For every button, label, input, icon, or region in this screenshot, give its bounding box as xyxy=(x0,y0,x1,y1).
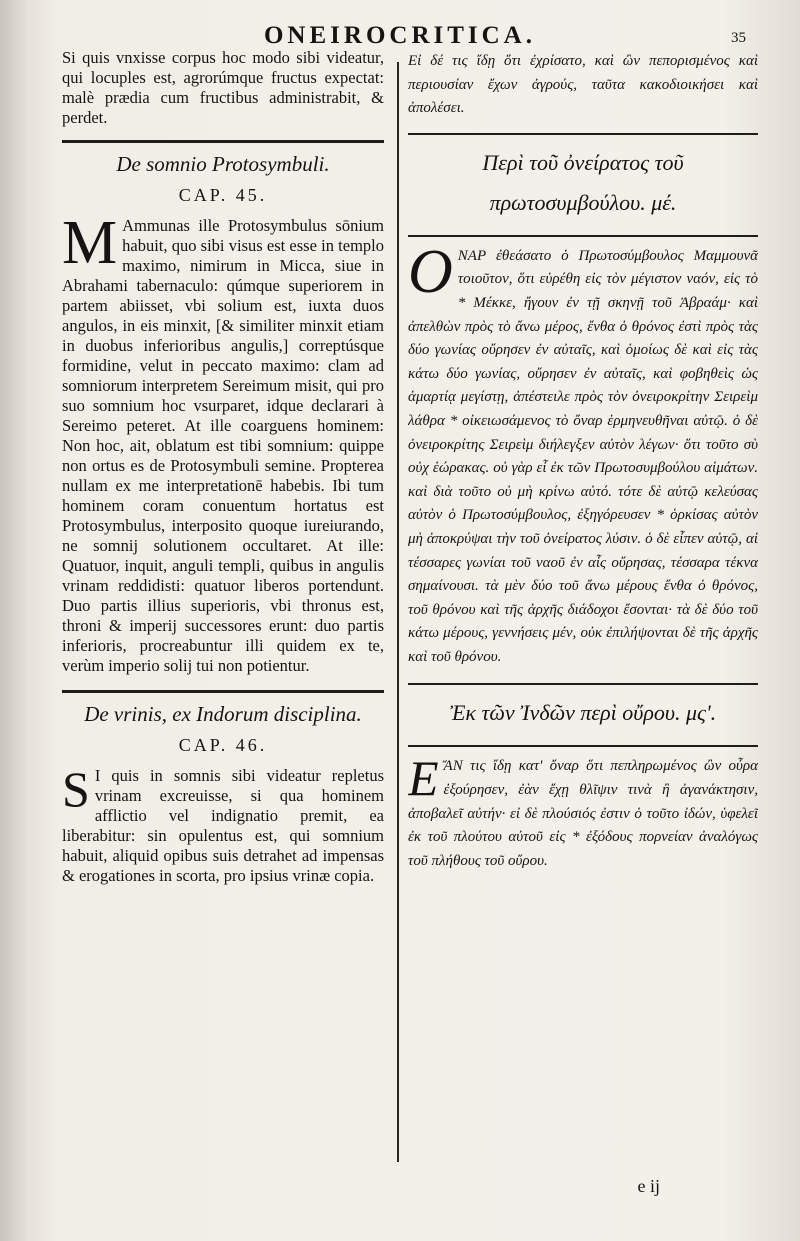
section-rule xyxy=(408,133,758,135)
latin-section-title: De vrinis, ex Indorum disciplina. xyxy=(84,702,362,726)
greek-section-body xyxy=(408,750,758,873)
section-rule xyxy=(408,683,758,685)
greek-intro-text: Εἰ δέ τις ἴδῃ ὅτι ἐχρίσατο, καὶ ὢν πεπορισμένος καὶ περιουσίαν ἔχων ἀγρούς, ταῦτα κακοδιοικήσει καὶ ἀπολέσει. xyxy=(408,53,758,117)
drop-capital: Ο xyxy=(408,237,453,306)
drop-capital: Ε xyxy=(408,750,439,807)
running-head: ONEIROCRITICA. xyxy=(263,22,536,49)
greek-section-text: ΝΑΡ ἐθεάσατο ὁ Πρωτοσύμβουλος Μαμμουνᾶ τοιοῦτον, ὅτι εὑρέθη εἰς τὸν μέγιστον ναόν, εἰς τὸ * Μέκκε, ἤγουν ἐν τῇ σκηνῇ τοῦ Ἀβραάμ· καὶ ἀπελθὼν πρὸς τὸ ἄνω μέρος, ἔνθα ὁ θρόνος ἐστὶ πρὸς τὰς δύο γωνίας οὔρησεν ἐν αὐταῖς, καὶ ὁμοίως δὲ καὶ εἰς τὰς κάτω δύο γωνίας, οὔρησεν ἐν αὐταῖς, καὶ φοβηθεὶς ὡς ἁμαρτίᾳ μεγίστῃ, ἀπέστειλε πρὸς τὸν ὀνειροκρίτην Σειρεὶμ λάθρα * οἰκειωσάμενος τὸ ὄναρ ἑρμηνευθῆναι αὐτῷ. ὁ δὲ ὀνειροκρίτης Σειρεὶμ διήλεγξεν αὐτὸν λέγων· ὅτι τοῦτο σὺ οὐχ ἑώρακας. οὐ γὰρ εἶ ἐκ τῶν Πρωτοσυμβούλου αἱμάτων. καὶ διὰ τοῦτο οὐ μὴ κρίνω αὐτό. τότε δὲ αὐτῷ κελεύσας αὐτὸν ὁ Πρωτοσύμβουλος, ἐξηγόρευσεν * ὁρκίσας αὐτὸν μὴ ἀποκρύψαι τὴν τοῦ ὀνείρατος λύσιν. ὁ δὲ εἶπεν αὐτῷ, αἱ τέσσαρες γωνίαι τοῦ ναοῦ ἐν αἷς οὔρησας, τέσσαρα τέκνα σημαίνουσι. τὰ μὲν δύο τοῦ ἄνω μέρους ἔνθα ὁ θρόνος, τοῦ θρόνου καὶ τῆς ἀρχῆς διάδοχοι ἔσονται· τὰ δὲ δύο τοῦ κάτω μέρους, γεννήσεις μέν, οὐκ ἐπιλήψονται δὲ τῆς ἀρχῆς καὶ τοῦ θρόνου. xyxy=(408,247,758,665)
latin-section-body xyxy=(62,209,384,676)
column-divider xyxy=(397,62,399,1162)
latin-section-text: Ammunas ille Protosymbulus sōnium habuit, quo sibi visus est esse in templo maximo, nimirum in Micca, siue in Abrahami tabernaculo: qúmque superiorem in partem abiisset, vbi solium est, iuxta duos angulos, in eis minxit, [& similiter minxit etiam in duobus inferioribus angulis,] correptúsque formidine, velut in peccato maximo: clam ad somniorum interpretem Sereimum misit, qui pro suo somnium hoc vsurparet, idque declarari à Sereimo peteret. At ille coarguens hominem: Non hoc, ait, oblatum est tibi somnium: quippe non ortus es de Protosymbuli semine. Propterea nullam ex me interpretationē habebis. Ibi tum hominem coram conuentum hortatus est Protosymbulus, interposito quoque iureiurando, ne somnij solutionem occultaret. At ille: Quatuor, inquit, anguli templi, quibus in angulis vrinam reddidisti: quatuor liberos portendunt. Duo partis illius superioris, vbi thronus est, throni & imperij successores erunt: duo partis inferioris, procreabuntur illi quidem ex te, verùm imperio solij tui non potientur. xyxy=(62,216,384,675)
section-rule xyxy=(408,745,758,747)
latin-column xyxy=(62,48,384,886)
drop-capital: S xyxy=(62,761,90,817)
section-rule xyxy=(62,140,384,143)
latin-intro-text: Si quis vnxisse corpus hoc modo sibi videatur, qui locuples est, agrorúmque fructus expectat: malè prædia cum fructibus administrabit, & perdet. xyxy=(62,48,384,127)
latin-chapter-number: CAP. 46. xyxy=(178,735,268,755)
page-number: 35 xyxy=(731,30,746,46)
signature-mark: e ij xyxy=(637,1176,660,1196)
drop-capital: M xyxy=(62,209,118,277)
greek-section-title: Περὶ τοῦ ὀνείρατος τοῦ πρωτοσυμβούλου. μέ. xyxy=(482,149,684,215)
latin-section-text: I quis in somnis sibi videatur repletus vrinam excreuisse, si qua hominem afflictio vel indignatio premit, ea liberabitur: sin opulentus est, qui somnium habuit, aliquid opibus suis detrahet ad impensas & erogationes in scorta, pro ipsius vrinæ copia. xyxy=(62,766,384,885)
section-rule xyxy=(62,690,384,693)
latin-section-title: De somnio Protosymbuli. xyxy=(116,152,330,176)
greek-column xyxy=(408,50,758,873)
greek-section-text: ἌΝ τις ἴδῃ κατ' ὄναρ ὅτι πεπληρωμένος ὢν οὖρα ἐξούρησεν, ἐὰν ἔχῃ θλῖψιν τινὰ ἢ ἀγανάκτησιν, ἀποβαλεῖ αὐτήν· εἰ δὲ πλούσιός ἐστιν ὁ τοῦτο ἰδών, ὑφελεῖ ἐκ τοῦ πλούτου αὐτοῦ εἰς * ἐξόδους πορνείαν ἀναλόγως τοῦ πλήθους τοῦ οὔρου. xyxy=(408,758,758,869)
section-rule xyxy=(408,235,758,237)
greek-section-body xyxy=(408,237,758,670)
greek-section-title: Ἐκ τῶν Ἰνδῶν περὶ οὔρου. μς'. xyxy=(449,700,717,726)
latin-section-body xyxy=(62,761,384,886)
latin-chapter-number: CAP. 45. xyxy=(178,185,268,205)
